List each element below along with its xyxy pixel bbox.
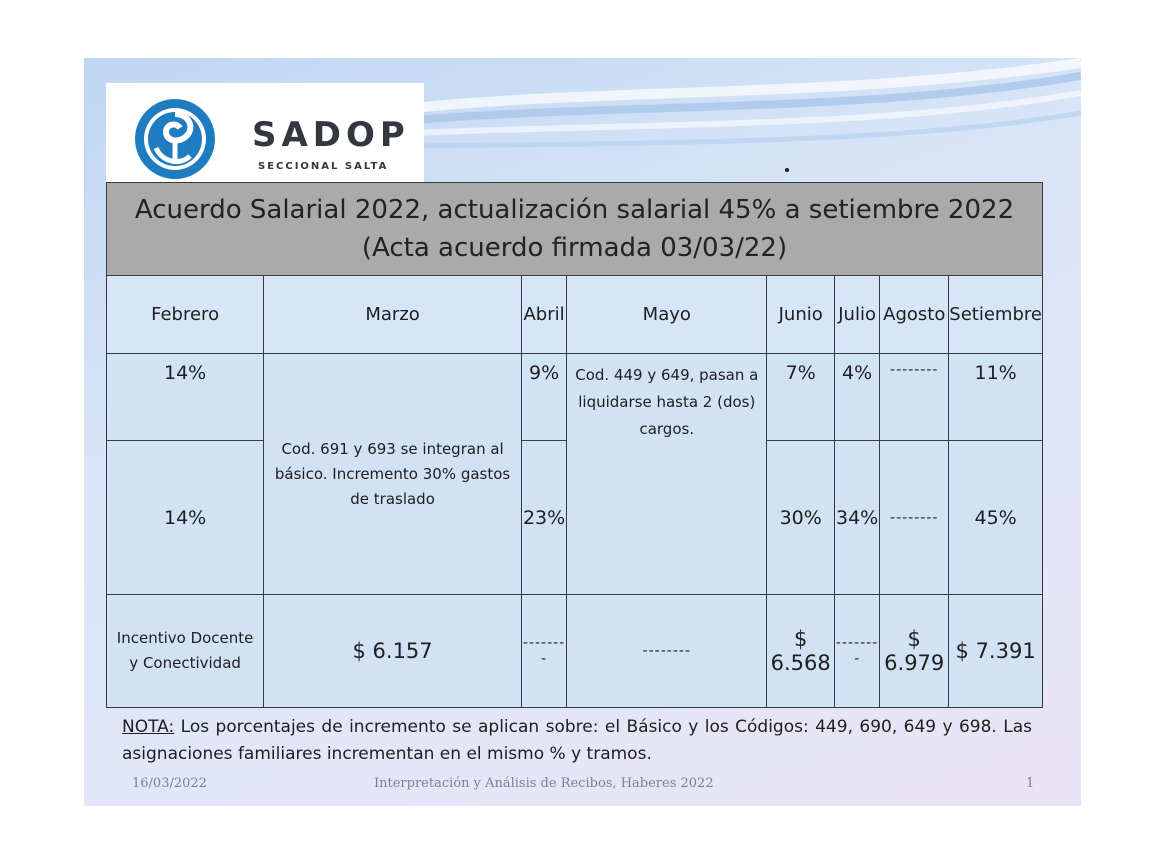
- abril-increment-1: 9%: [521, 354, 566, 441]
- setiembre-incentivo: $ 7.391: [949, 595, 1043, 708]
- julio-increment-1: 4%: [834, 354, 879, 441]
- mayo-incentivo: --------: [567, 595, 767, 708]
- marzo-incentivo: $ 6.157: [264, 595, 522, 708]
- setiembre-increment-1: 11%: [949, 354, 1043, 441]
- table-row: [107, 595, 1043, 708]
- month-header: Junio: [767, 276, 835, 354]
- month-header: Febrero: [107, 276, 264, 354]
- julio-increment-2: 34%: [834, 441, 879, 595]
- junio-increment-2: 30%: [767, 441, 835, 595]
- febrero-increment-2: 14%: [107, 441, 264, 595]
- month-header: Abril: [521, 276, 566, 354]
- nota-text: Los porcentajes de incremento se aplican sobre: el Básico y los Códigos: 449, 690, 649 y 698. Las asignaciones familiares incrementan en el mismo % y tramos.: [122, 717, 1032, 764]
- incentivo-label: Incentivo Docente y Conectividad: [107, 595, 264, 708]
- nota: [122, 714, 1032, 768]
- agosto-incentivo: $ 6.979: [880, 595, 949, 708]
- febrero-increment-1: 14%: [107, 354, 264, 441]
- mayo-note: Cod. 449 y 649, pasan a liquidarse hasta 2 (dos) cargos.: [567, 354, 767, 595]
- setiembre-increment-2: 45%: [949, 441, 1043, 595]
- month-header: Setiembre: [949, 276, 1043, 354]
- table-row: [107, 354, 1043, 441]
- abril-incentivo: --------: [521, 595, 566, 708]
- slide: [84, 58, 1081, 806]
- footer-date: 16/03/2022: [132, 776, 207, 791]
- month-header: Mayo: [567, 276, 767, 354]
- month-header: Julio: [834, 276, 879, 354]
- logo-subtitle: SECCIONAL SALTA: [258, 161, 389, 172]
- table-title: [107, 183, 1043, 276]
- month-header: Marzo: [264, 276, 522, 354]
- dot: [785, 168, 789, 172]
- julio-incentivo: --------: [834, 595, 879, 708]
- logo-name: SADOP: [252, 115, 410, 155]
- agosto-increment-1: --------: [880, 354, 949, 441]
- salary-table: [106, 182, 1043, 708]
- nota-label: NOTA:: [122, 717, 175, 737]
- footer-title: Interpretación y Análisis de Recibos, Haberes 2022: [374, 776, 714, 791]
- month-header-row: [107, 276, 1043, 354]
- table-title-line2: (Acta acuerdo firmada 03/03/22): [361, 233, 788, 263]
- logo: [106, 83, 424, 183]
- marzo-note: Cod. 691 y 693 se integran al básico. Incremento 30% gastos de traslado: [264, 354, 522, 595]
- month-header: Agosto: [880, 276, 949, 354]
- page-number: 1: [1026, 776, 1035, 791]
- abril-increment-2: 23%: [521, 441, 566, 595]
- junio-increment-1: 7%: [767, 354, 835, 441]
- junio-incentivo: $ 6.568: [767, 595, 835, 708]
- agosto-increment-2: --------: [880, 441, 949, 595]
- table-title-line1: Acuerdo Salarial 2022, actualización salarial 45% a setiembre 2022: [134, 195, 1015, 225]
- sadop-logo-icon: [132, 96, 218, 182]
